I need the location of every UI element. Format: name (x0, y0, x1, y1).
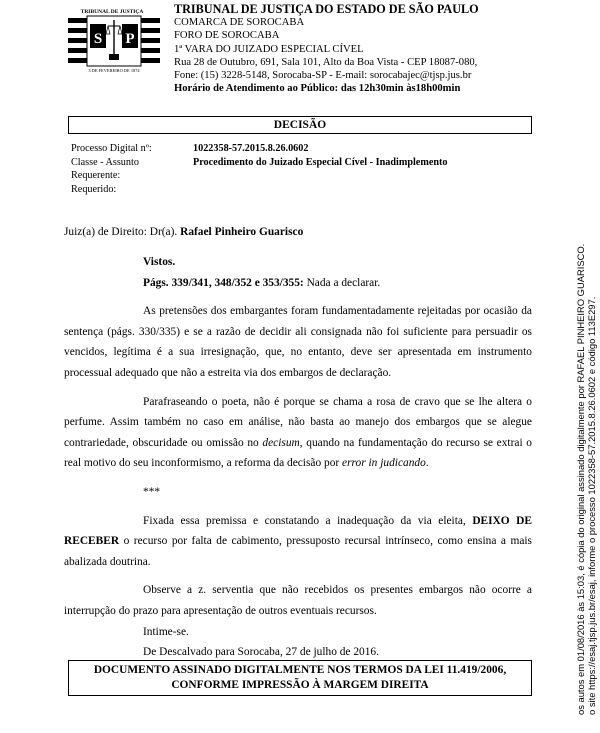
process-metadata (71, 142, 531, 196)
judge-line (64, 226, 303, 238)
vistos: Vistos. (143, 256, 176, 268)
address: Rua 28 de Outubro, 691, Sala 101, Alto da Boa Vista - CEP 18087-080, (174, 56, 478, 68)
paragraph-2: Parafraseando o poeta, não é porque se chama a rosa de cravo que se lhe altera o perfume. Assim também no caso em análise, não basta ao manejo dos embargos que se alegue contrariedade, obscuridade ou omissão no decisum, quando na fundamentação do recurso se extrai o real motivo do seu inconformismo, a reforma da decisão por error in judicando. (64, 395, 532, 470)
meta-row-processo (71, 142, 531, 156)
contact: Fone: (15) 3228-5148, Sorocaba-SP - E-mail: sorocabajec@tjsp.jus.br (174, 70, 472, 82)
meta-label: Requerente: (71, 170, 121, 182)
meta-row-requerente (71, 169, 531, 183)
court-header (174, 3, 514, 95)
meta-value: 1022358-57.2015.8.26.0602 (193, 143, 309, 154)
comarca: COMARCA DE SOROCABA (174, 17, 305, 29)
intime: Intime-se. (143, 625, 189, 638)
document-title: DECISÃO (68, 116, 532, 134)
margin-note-line-2: o site https://esaj.tjsp.jus.br/esaj, informe o processo 1022358-57.2015.8.26.0602 e código 113E297. (586, 296, 597, 715)
logo-date-text: 3 DE FEVEREIRO DE 1874 (88, 68, 140, 73)
logo-letter-s: S (93, 31, 103, 47)
paragraph-4: Observe a z. serventia que não recebidos os presentes embargos não ocorre a interrupção do prazo para apresentação de outros eventuais recursos. (64, 584, 532, 617)
judge-prefix: Juiz(a) de Direito: Dr(a). (64, 226, 178, 238)
signature-line-2: CONFORME IMPRESSÃO À MARGEM DIREITA (171, 679, 429, 691)
foro: FORO DE SOROCABA (174, 30, 280, 42)
logo-letter-p: P (125, 31, 135, 47)
meta-value: Procedimento do Juizado Especial Cível - Inadimplemento (193, 156, 448, 168)
paragraph-3: Fixada essa premissa e constatando a inadequação da via eleita, DEIXO DE RECEBER o recurso por falta de cabimento, pressuposto recursal intrínseco, como ensina a mais abalizada doutrina. (64, 514, 533, 568)
meta-label: Requerido: (71, 183, 117, 195)
vara: 1ª VARA DO JUIZADO ESPECIAL CÍVEL (174, 43, 364, 55)
margin-authentication-note (575, 235, 597, 715)
decision-body (64, 252, 532, 663)
digital-signature-notice (68, 660, 532, 696)
meta-row-requerido (71, 183, 531, 197)
signature-line-1: DOCUMENTO ASSINADO DIGITALMENTE NOS TERMOS DA LEI 11.419/2006, (93, 664, 507, 676)
court-logo (66, 6, 166, 76)
meta-label: Classe - Assunto (71, 156, 139, 168)
pages-reference: Págs. 339/341, 348/352 e 353/355: Nada a declarar. (143, 276, 381, 289)
judge-name: Rafael Pinheiro Guarisco (180, 226, 304, 238)
pages-ref: Págs. 339/341, 348/352 e 353/355: (143, 276, 304, 289)
meta-row-classe (71, 156, 531, 170)
place-date: De Descalvado para Sorocaba, 27 de julho de 2016. (143, 646, 379, 659)
meta-label: Processo Digital nº: (71, 143, 152, 154)
logo-top-text: TRIBUNAL DE JUSTIÇA (80, 9, 144, 15)
margin-note-line-1: os autos em 01/08/2016 às 15:03, é cópia do original assinado digitalmente por RAFAEL PINHEIRO GUARISCO. (575, 243, 586, 715)
hours: Horário de Atendimento ao Público: das 12h30min às18h00min (174, 83, 461, 95)
court-name: TRIBUNAL DE JUSTIÇA DO ESTADO DE SÃO PAULO (174, 2, 479, 16)
paragraph-1: As pretensões dos embargantes foram fundamentadamente rejeitadas por ocasião da sentença (págs. 330/335) e se a razão de decidir ali consignada não foi suficiente para persuadir os vencidos, legítima é a sua irresignação, que, no entanto, deve ser apresentada em instrumento processual adequado que não a estreita via dos embargos de declaração. (64, 305, 532, 379)
separator: *** (143, 485, 161, 498)
